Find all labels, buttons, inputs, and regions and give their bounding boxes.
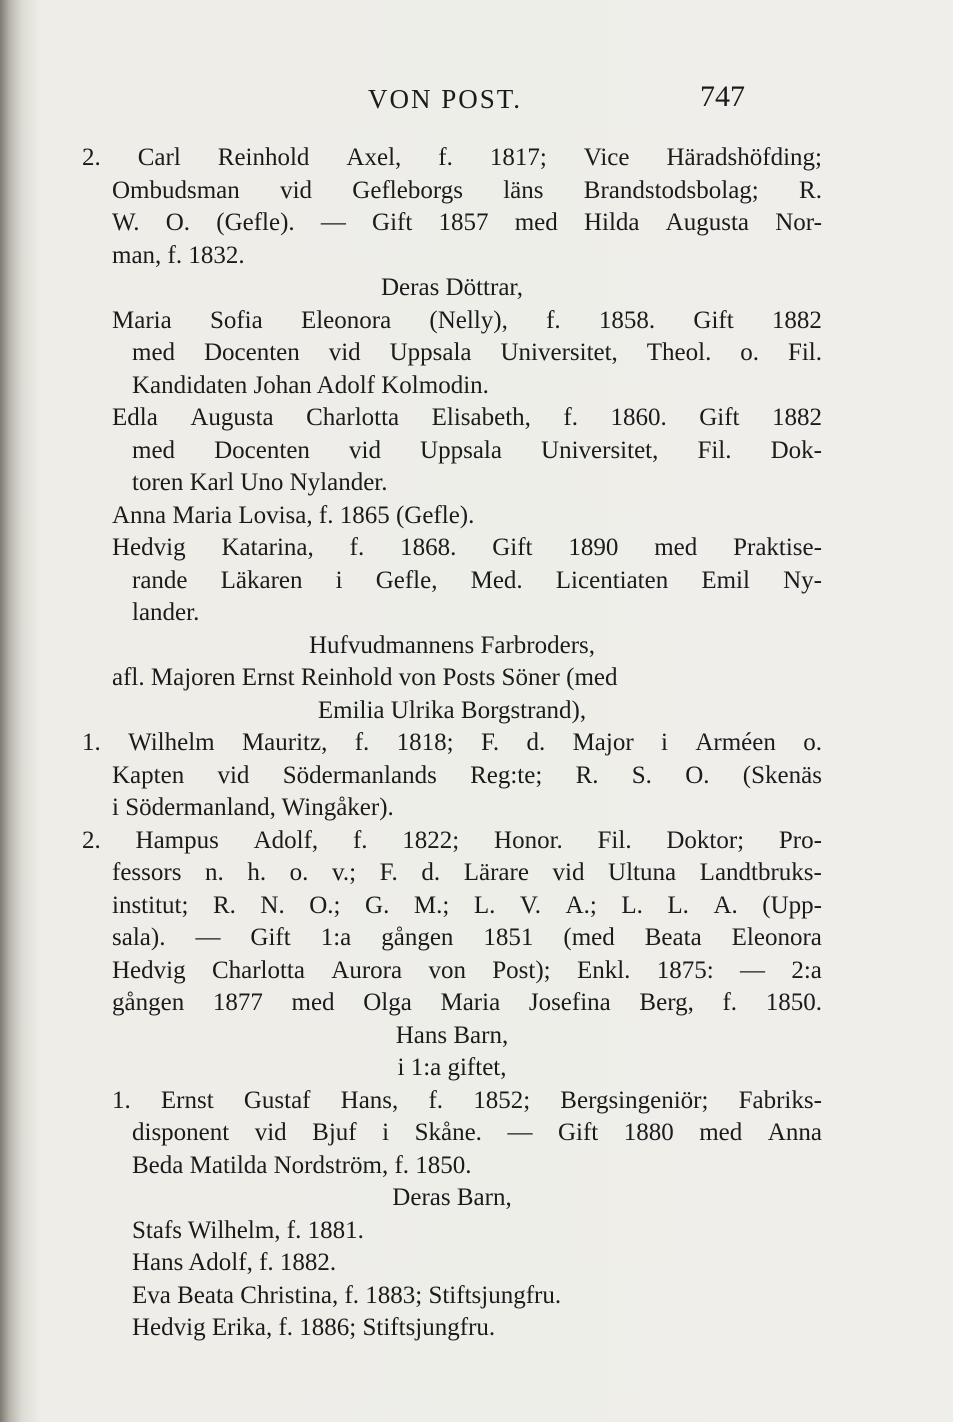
text-line: fessors n. h. o. v.; F. d. Lärare vid Ultuna Landtbruks- [112,859,822,886]
section-heading: Deras Barn, [392,1184,512,1211]
section-heading: Hans Barn, [395,1021,509,1049]
text-line: Beda Matilda Nordström, f. 1850. [132,1151,472,1179]
text-line: Anna Maria Lovisa, f. 1865 (Gefle). [112,501,475,529]
text-line: i Södermanland, Wingåker). [112,794,394,821]
text-line: Hans Adolf, f. 1882. [132,1249,337,1276]
page-header [0,80,953,118]
text-line: Hedvig Erika, f. 1886; Stiftsjungfru. [132,1314,496,1341]
text-line: Kandidaten Johan Adolf Kolmodin. [132,371,489,399]
text-line: Eva Beata Christina, f. 1883; Stiftsjungfru. [132,1281,562,1309]
text-block [82,142,822,1345]
text-line: 2. Carl Reinhold Axel, f. 1817; Vice Häradshöfding; [82,144,822,171]
text-line: Emilia Ulrika Borgstrand), [317,696,587,724]
text-line: disponent vid Bjuf i Skåne. — Gift 1880 med Anna [132,1119,822,1146]
section-heading: i 1:a giftet, [397,1054,507,1081]
text-line: rande Läkaren i Gefle, Med. Licentiaten Emil Ny- [132,566,822,594]
text-line: afl. Majoren Ernst Reinhold von Posts Söner (med [112,664,618,691]
text-line: sala). — Gift 1:a gången 1851 (med Beata Eleonora [112,924,822,951]
text-line: 1. Wilhelm Mauritz, f. 1818; F. d. Major i Arméen o. [82,729,822,756]
text-line: 1. Ernst Gustaf Hans, f. 1852; Bergsingeniör; Fabriks- [112,1086,822,1114]
text-line: med Docenten vid Uppsala Universitet, Fil. Dok- [132,436,822,464]
page-number: 747 [700,80,745,113]
text-line: Kapten vid Södermanlands Reg:te; R. S. O. (Skenäs [112,761,822,789]
text-line: man, f. 1832. [112,241,245,269]
text-line: lander. [132,599,200,626]
running-title: VON POST. [368,84,523,114]
text-line: Ombudsman vid Gefleborgs läns Brandstodsbolag; R. [112,176,822,204]
text-line: gången 1877 med Olga Maria Josefina Berg, f. 1850. [112,989,822,1016]
text-line: Hedvig Charlotta Aurora von Post); Enkl. 1875: — 2:a [112,956,822,984]
text-line: Edla Augusta Charlotta Elisabeth, f. 1860. Gift 1882 [112,404,822,431]
text-line: Hedvig Katarina, f. 1868. Gift 1890 med Praktise- [112,534,822,561]
text-line: Stafs Wilhelm, f. 1881. [132,1216,364,1244]
text-line: Maria Sofia Eleonora (Nelly), f. 1858. Gift 1882 [112,306,822,334]
section-heading: Hufvudmannens Farbroders, [308,631,596,659]
text-line: institut; R. N. O.; G. M.; L. V. A.; L. L. A. (Upp- [112,891,822,919]
text-line: 2. Hampus Adolf, f. 1822; Honor. Fil. Doktor; Pro- [82,826,822,854]
text-line: toren Karl Uno Nylander. [132,469,388,496]
section-heading: Deras Döttrar, [381,274,523,301]
text-line: med Docenten vid Uppsala Universitet, Theol. o. Fil. [132,339,822,366]
text-line: W. O. (Gefle). — Gift 1857 med Hilda Augusta Nor- [112,209,822,236]
